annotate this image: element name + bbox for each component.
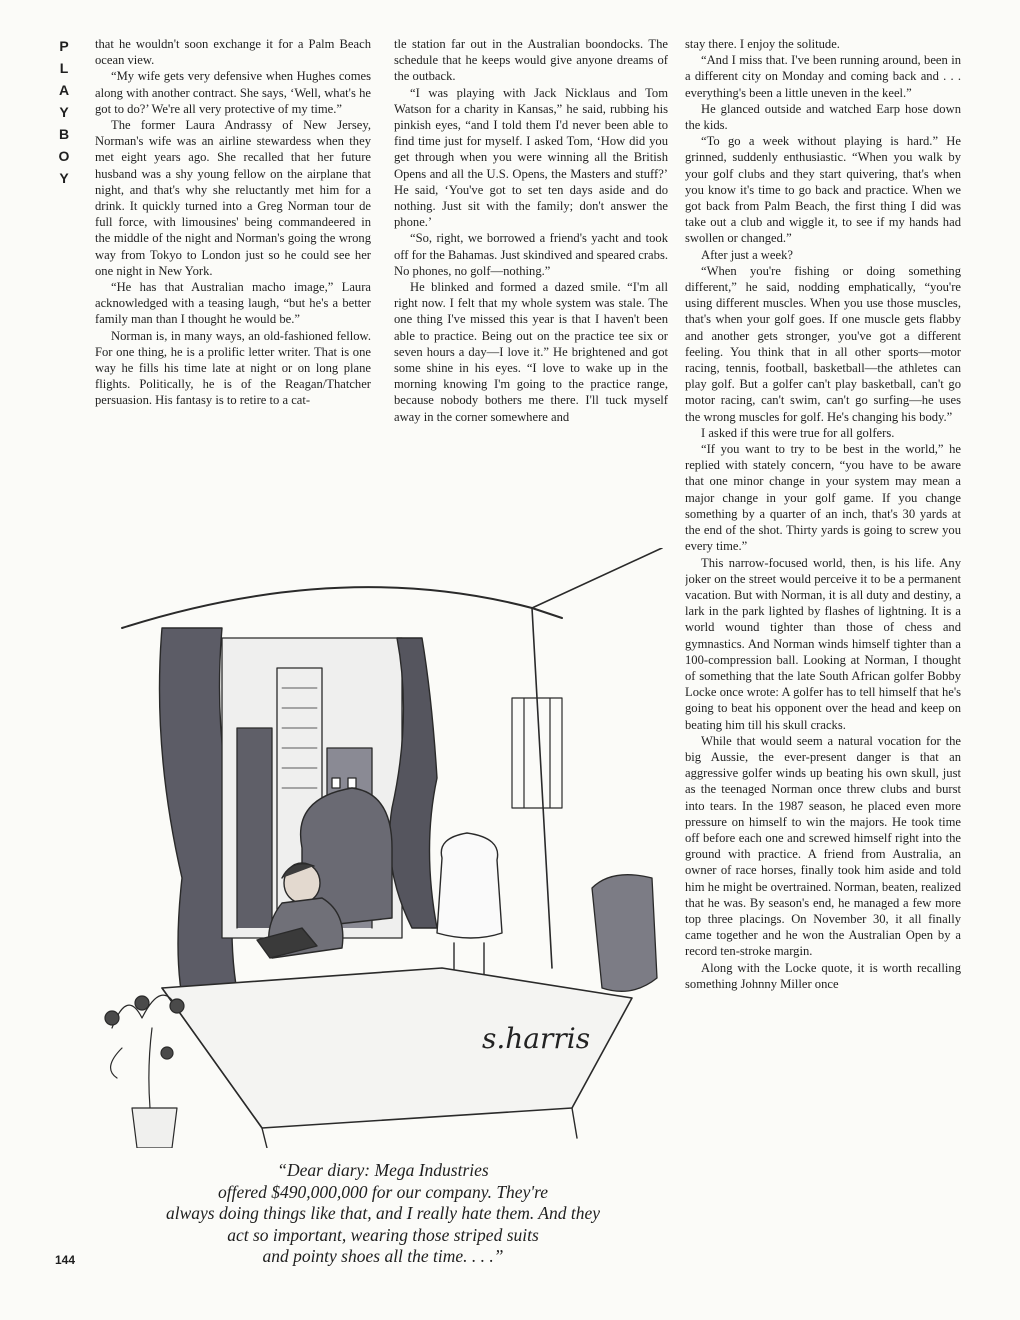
paragraph: “He has that Australian macho image,” Laura acknowledged with a teasing laugh, “but he's a better family man than I thought he would be.” [95,280,371,327]
wall-right-line [532,548,662,608]
text-column-1 [95,36,371,409]
caption-line: offered $490,000,000 for our company. They're [217,1181,549,1202]
paragraph: Along with the Locke quote, it is worth recalling something Johnny Miller once [685,960,961,991]
side-chair [592,875,657,992]
cartoon-caption [98,1160,668,1268]
text-column-3 [685,36,961,1271]
cartoon-illustration [92,548,672,1148]
paragraph: tle station far out in the Australian boondocks. The schedule that he keeps would give anyone dreams of the outback. [394,37,668,84]
paragraph: This narrow-focused world, then, is his life. Any joker on the street would perceive it to be a permanent vacation. But with Norman, it is all duty and destiny, a lark in the park lighted by flashes of lightning. It is a world wound tighter than those of chess and gymnastics. And Norman winds himself tighter than a 100-compression ball. Looking at Norman, I thought of something that the late South African golfer Bobby Locke once wrote: A golfer has to tell himself that he's going to beat his opponent over the head and keep on beating him till his skull cracks. [685,555,961,732]
paragraph: “When you're fishing or doing something different,” he said, nodding emphatically, “you're using different muscles. When you use those muscles, that's when your golf goes. If one muscle gets flabby and another gets stronger, you've got a different feeling. You think that in all other sports—motor racing, tennis, football, basketball—the athletes can play golf. But a golfer can't play basketball, can't go motor racing, can't swim, can't go surfing—he uses the wrong muscles for golf. He's changing his body.” [685,263,961,424]
paragraph: I asked if this were true for all golfers. [701,425,895,440]
wall-molding [512,698,562,808]
running-head-letter: P [59,38,69,54]
caption-line: “Dear diary: Mega Industries [277,1160,489,1180]
paragraph: While that would seem a natural vocation for the big Aussie, the ever-present danger is that an aggressive golfer winds up beating his own skull, just as the teenaged Norman once threw clubs and burst into tears. In the 1987 season, he placed even more pressure on himself to win the majors. He took time off before each one and screwed himself right into the ground with practice. A friend from Australia, an owner of race horses, finally took him aside and told him he might be overtrained. Norman, beaten, realized that he was. By season's end, he managed a few more top three placings. On November 30, it all finally came together and he won the Australian Open by a record ten-stroke margin. [685,733,961,959]
paragraph: Norman is, in many ways, an old-fashioned fellow. For one thing, he is a prolific letter writer. That is one way he fills his time late at night or on long plane flights. Politically, he is of the Reagan/Thatcher persuasion. His fantasy is to retire to a cat- [95,328,371,408]
paragraph: stay there. I enjoy the solitude. [685,37,840,51]
page-number: 144 [55,1253,76,1267]
paragraph: “To go a week without playing is hard.” He grinned, suddenly enthusiastic. “When you walk by your golf clubs and they start quivering, that's when you know it's time to go back and practice. When we got back from Palm Beach, the first thing I did was take out a club and wiggle it, to see if my hands had swollen or changed.” [685,134,961,246]
running-head-letter: Y [59,170,69,186]
caption-line: and pointy shoes all the time. . . .” [262,1246,504,1266]
wall-corner-line [532,608,552,968]
running-head [54,38,74,192]
running-head-letter: B [58,126,70,142]
ceiling-line [122,587,562,628]
paragraph: The former Laura Andrassy of New Jersey, Norman's wife was an airline stewardess when they met eight years ago. She recalled that her future husband was a shy young fellow on the airplane that night, and that's why she reluctantly met him for a drink. It quickly turned into a Greg Norman tour de full force, with limousines' being commandeered in the middle of the night and Norman's going the wrong way from Tokyo to London just so he could see her one night in New York. [95,118,371,278]
paragraph: “My wife gets very defensive when Hughes comes along with another contract. She says, ‘Well, what's he got to do?’ We're all very protective of my time.” [95,69,371,116]
running-head-letter: O [58,148,70,164]
running-head-letter: A [58,82,70,98]
paragraph: After just a week? [701,247,793,262]
paragraph: that he wouldn't soon exchange it for a Palm Beach ocean view. [95,37,371,68]
text-column-2 [394,36,668,425]
potted-plant [105,995,184,1148]
running-head-letter: L [59,60,69,76]
cartoonist-signature: s.harris [482,1022,591,1055]
paragraph: “So, right, we borrowed a friend's yacht and took off for the Bahamas. Just skindived and speared crabs. No phones, no golf—nothing.” [394,231,668,278]
paragraph: “And I miss that. I've been running around, been in a different city on Monday and coming back and . . . everything's been a little uneven in the keel.” [685,53,961,100]
paragraph: “I was playing with Jack Nicklaus and Tom Watson for a charity in Kansas,” he said, rubbing his pinkish eyes, “and I told them I'd never been able to find time just for myself. I asked Tom, ‘How did you get through when you were winning all the British Opens and all the U.S. Opens, the Masters and stuff?’ He said, ‘You've got to set ten days aside and do nothing. Just sit with the family; don't answer the phone.’ [394,85,668,230]
running-head-letter: Y [59,104,69,120]
paragraph: He blinked and formed a dazed smile. “I'm all right now. I felt that my whole system was stale. The one thing I've missed this year is that I haven't been able to practice. Being out on the practice tee six or seven hours a day—I love it.” He brightened and got some shine in his eyes. “I love to wake up in the morning knowing I'm going to the practice range, because nobody bothers me there. I'll tuck myself away in the corner somewhere and [394,280,668,424]
paragraph: “If you want to try to be best in the world,” he replied with stately concern, “you have to be aware that one minor change in your system may mean a major change in your golf game. If you change something by a quarter of an inch, that's 30 yards at the end of the shot. Thirty yards is going to screw you every time.” [685,442,961,554]
caption-line: always doing things like that, and I really hate them. And they [165,1203,601,1223]
caption-line: act so important, wearing those striped suits [227,1224,539,1245]
paragraph: He glanced outside and watched Earp hose down the kids. [685,101,961,133]
